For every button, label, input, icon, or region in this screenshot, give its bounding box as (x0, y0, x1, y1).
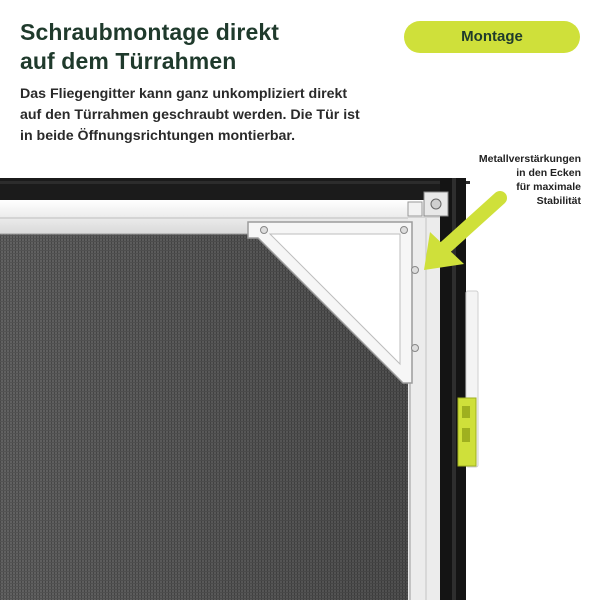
description (20, 84, 420, 147)
callout-line-2: in den Ecken (516, 167, 581, 179)
description-line-2: auf den Türrahmen geschraubt werden. Die Tür ist (20, 107, 360, 123)
callout-line-4: Stabilität (536, 195, 581, 207)
description-line-1: Das Fliegengitter kann ganz unkompliziert direkt (20, 86, 348, 102)
callout-line-3: für maximale (516, 181, 581, 193)
headline (20, 18, 350, 76)
description-line-3: in beide Öffnungsrichtungen montierbar. (20, 128, 296, 144)
montage-badge: Montage (404, 21, 580, 53)
callout-line-1: Metallverstärkungen (478, 153, 581, 165)
product-photo (0, 178, 600, 600)
headline-line-2: auf dem Türrahmen (20, 48, 237, 74)
headline-line-1: Schraubmontage direkt (20, 19, 279, 45)
